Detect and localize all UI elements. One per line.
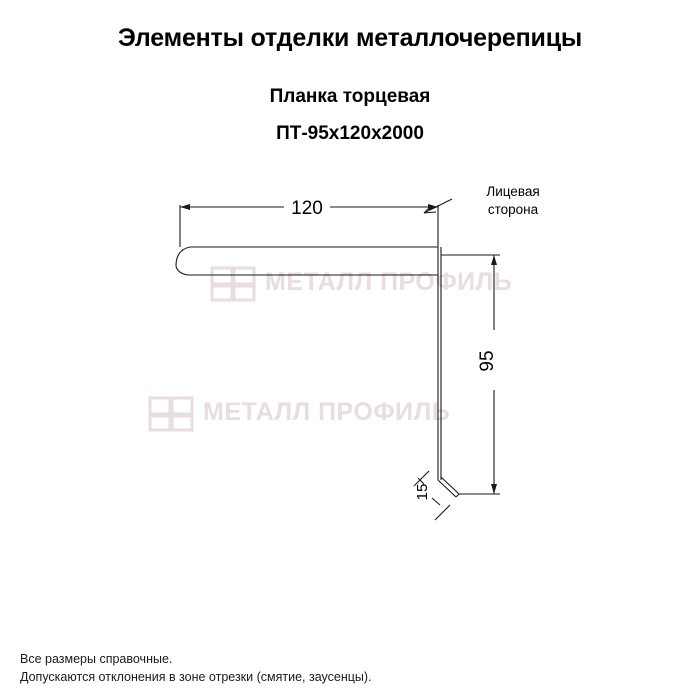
ext-line-15-b: [435, 505, 450, 520]
profile-top-flange-inner: [176, 266, 438, 275]
footer-note-2: Допускаются отклонения в зоне отрезки (смятие, заусенцы).: [20, 670, 372, 684]
watermark-text: МЕТАЛЛ ПРОФИЛЬ: [265, 267, 513, 296]
product-name: Планка торцевая: [269, 86, 431, 107]
product-code: ПТ-95х120х2000: [276, 123, 424, 144]
footer-notes: [20, 650, 372, 686]
face-label-line1: Лицевая: [486, 184, 540, 199]
profile-lip-end: [456, 494, 459, 497]
dimension-label-120: 120: [291, 198, 323, 219]
arrow-95-bottom: [491, 484, 497, 494]
dimension-label-95: 95: [477, 350, 498, 372]
watermark-text: МЕТАЛЛ ПРОФИЛЬ: [203, 397, 451, 426]
profile-top-flange: [176, 247, 438, 266]
dim-line-15-lower: [432, 498, 440, 505]
arrow-120-left: [180, 204, 190, 210]
face-label-line2: сторона: [487, 202, 539, 217]
dimension-label-15: 15: [414, 483, 431, 501]
page-title: Элементы отделки металлочерепицы: [117, 24, 583, 52]
footer-note-1: Все размеры справочные.: [20, 652, 173, 666]
arrow-95-top: [491, 255, 497, 265]
